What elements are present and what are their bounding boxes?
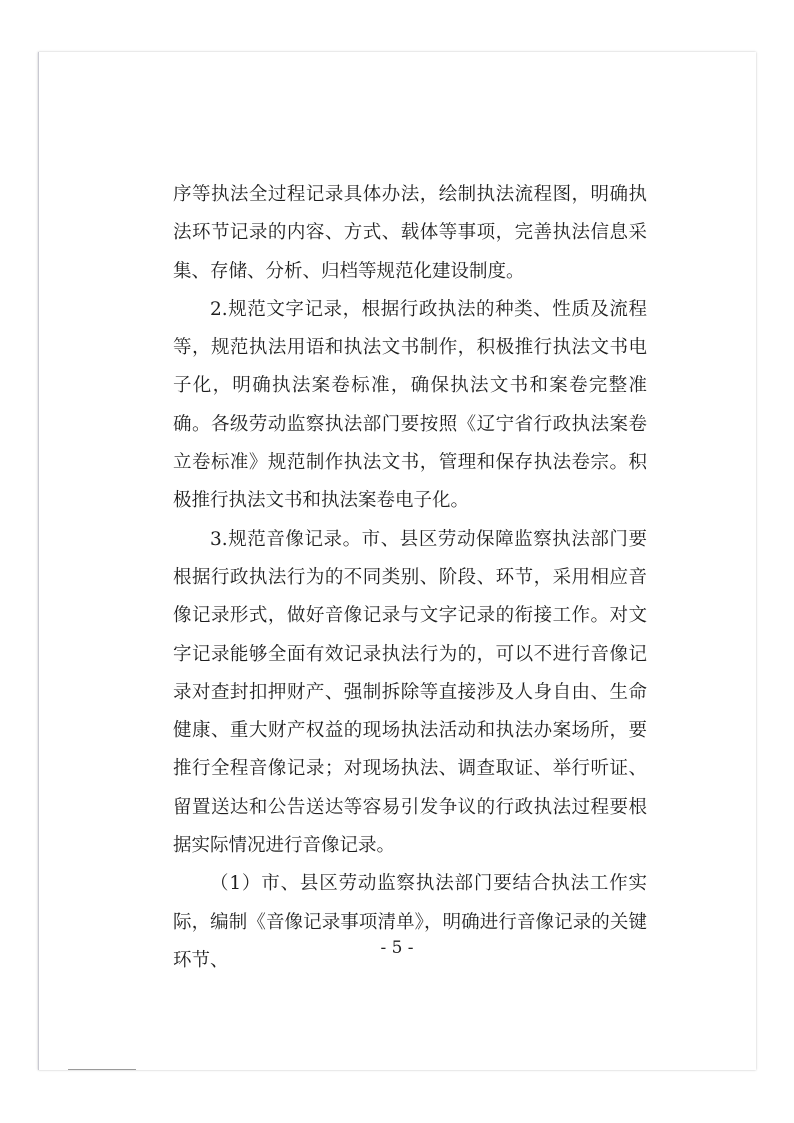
paragraph-item-1: （1）市、县区劳动监察执法部门要结合执法工作实际，编制《音像记录事项清单》，明确进行音像记录的关键环节、 <box>173 873 647 971</box>
page-number: - 5 - <box>380 938 414 958</box>
body-text <box>173 176 647 980</box>
page-left-edge <box>38 52 39 1070</box>
paragraph-text-record: 2.规范文字记录，根据行政执法的种类、性质及流程等，规范执法用语和执法文书制作，积极推行执法文书电子化，明确执法案卷标准，确保执法文书和案卷完整准确。各级劳动监察执法部门要按照《辽宁省行政执法案卷立卷标准》规范制作执法文书，管理和保存执法卷宗。积极推行执法文书和执法案卷电子化。 <box>173 298 647 512</box>
paragraph-continuation: 序等执法全过程记录具体办法，绘制执法流程图，明确执法环节记录的内容、方式、载体等事项，完善执法信息采集、存储、分析、归档等规范化建设制度。 <box>173 184 647 282</box>
bottom-scan-line <box>68 1069 136 1070</box>
paragraph-audio-video-record: 3.规范音像记录。市、县区劳动保障监察执法部门要根据行政执法行为的不同类别、阶段、环节，采用相应音像记录形式，做好音像记录与文字记录的衔接工作。对文字记录能够全面有效记录执法行为的，可以不进行音像记录对查封扣押财产、强制拆除等直接涉及人身自由、生命健康、重大财产权益的现场执法活动和执法办案场所，要推行全程音像记录；对现场执法、调查取证、举行听证、留置送达和公告送达等容易引发争议的行政执法过程要根据实际情况进行音像记录。 <box>173 528 647 857</box>
